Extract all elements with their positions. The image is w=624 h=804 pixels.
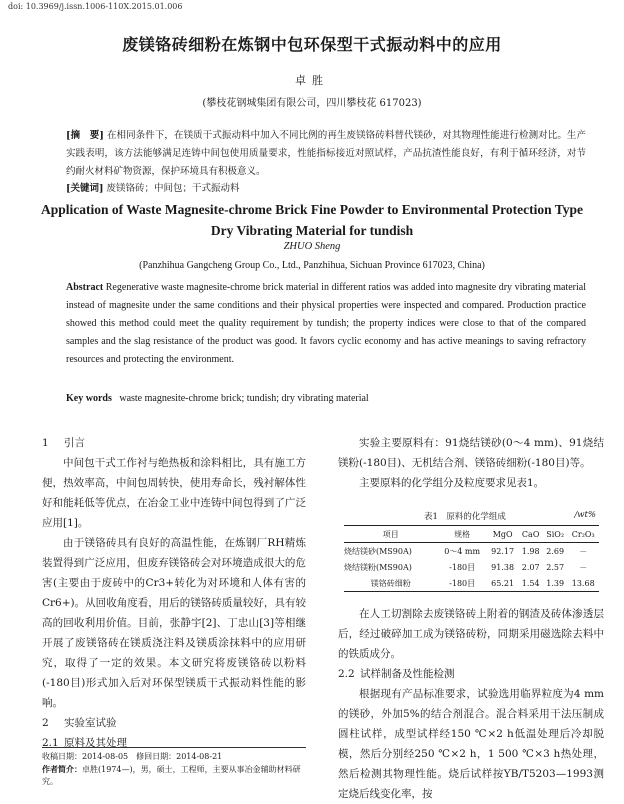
table-header-cell: 项目	[382, 529, 399, 539]
table-header-cell: MgO	[492, 529, 513, 539]
table-cell: 烧结镁粉(MS90A)	[344, 562, 412, 572]
abstract-text-chinese: 在相同条件下，在镁质干式振动料中加入不同比例的再生废镁铬砖料替代镁砂，对其物理性能进行检测对比。生产实践表明，该方法能够满足连铸中间包使用质量要求，性能指标接近对照试样，产品抗渣性能良好，有利于循环经济，对节约耐火材料矿物资源，保护环境具有积极意义。	[66, 130, 586, 177]
table-reference-paragraph: 主要原料的化学组分及粒度要求见表1。	[359, 477, 545, 489]
title-chinese: 废镁铬砖细粉在炼钢中包环保型干式振动料中的应用	[122, 35, 502, 54]
abstract-chinese	[66, 127, 586, 181]
sample-prep-paragraph: 根据现有产品标准要求，试验选用临界粒度为4 mm的镁砂，外加5%的结合剂混合。混合料采用干法压制成圆柱试样，成型试样经150 ℃×2 h低温处理后冷却脱模，然后分别经250 ℃×2 h，1 500 ℃×3 h热处理，然后检测其物理性能。烧后试样按YB/T5203—1993测定烧后线变化率，按	[338, 688, 604, 800]
table-cell: 2.69	[546, 546, 565, 556]
author-chinese: 卓胜	[295, 74, 329, 87]
keywords-label-chinese: [关键词]	[66, 183, 104, 194]
intro-paragraph-1: 中间包干式工作衬与绝热板和涂料相比，具有施工方便，热效率高，中间包周转快，使用寿命长，残衬解体性好和能耗低等优点，在冶金工业中连铸中间包得到了广泛应用[1]。	[42, 457, 306, 529]
affiliation-chinese: (攀枝花钢城集团有限公司，四川攀枝花 617023)	[202, 98, 422, 109]
keywords-label-english: Key words	[66, 393, 112, 404]
table-header-cell: 规格	[454, 529, 471, 539]
footnote-dates: 收稿日期：2014-08-05 修回日期：2014-08-21	[42, 752, 223, 761]
body-right-column-lower	[338, 604, 604, 804]
keywords-text-chinese: 废镁铬砖；中间包；干式振动料	[106, 183, 240, 194]
abstract-text-english: Regenerative waste magnesite-chrome brick material in different ratios was added into magnesite dry vibrating material instead of magnesite under the same conditions and their physical properties were inspected and compared. Production practice showed this method could meet the quality requirement by tundish; the property indices were close to that of the compared samples and the slag resistance of the product was good. It favors cyclic economy and has active meanings to saving refractory resources and protecting the environment.	[66, 282, 587, 365]
table-cell: -180目	[449, 562, 476, 572]
processing-paragraph: 在人工切割除去废镁铬砖上附着的钢渣及砖体渗透层后，经过破碎加工成为镁铬砖粉，同期采用磁选除去料中的铁质成分。	[338, 608, 604, 660]
table-cell: 1.98	[521, 546, 540, 556]
body-left-column	[42, 433, 306, 753]
section-2-heading: 2 实验室试验	[42, 717, 117, 729]
keywords-english	[66, 393, 586, 404]
table-cell: －	[579, 546, 588, 556]
keywords-chinese	[66, 180, 586, 194]
title-english: Application of Waste Magnesite-chrome Brick Fine Powder to Environmental Protection Type Dry Vibrating Material for tundish	[41, 202, 583, 238]
footnote	[42, 751, 306, 788]
materials-paragraph: 实验主要原料有：91烧结镁砂(0～4 mm)、91烧结镁粉(-180目)、无机结合剂、镁铬砖细粉(-180目)等。	[338, 437, 604, 469]
table-header-cell: SiO₂	[546, 529, 565, 539]
section-2-1-heading: 2.1 原料及其处理	[42, 737, 127, 749]
table-cell: 烧结镁砂(MS90A)	[344, 546, 412, 556]
table-cell: 1.39	[546, 578, 565, 588]
section-2-2-heading: 2.2 试样制备及性能检测	[338, 668, 455, 680]
table-1-caption: 表1 原料的化学组成	[424, 512, 506, 522]
table-cell: 92.17	[491, 546, 515, 556]
table-cell: 镁铬砖细粉	[370, 578, 411, 588]
affiliation-english: (Panzhihua Gangcheng Group Co., Ltd., Panzhihua, Sichuan Province 617023, China)	[139, 260, 485, 271]
table-1-unit: /wt%	[574, 510, 596, 520]
table-header-row	[344, 526, 599, 543]
table-cell: 91.38	[491, 562, 515, 572]
abstract-label-english: Abstract	[66, 282, 104, 293]
table-cell: 13.68	[571, 578, 595, 588]
abstract-english	[66, 279, 586, 369]
table-cell: 1.54	[521, 578, 540, 588]
intro-paragraph-2: 由于镁铬砖具有良好的高温性能，在炼钢厂RH精炼装置得到广泛应用，但废弃镁铬砖会对环境造成很大的危害(主要由于废砖中的Cr3+转化为对环境和人体有害的Cr6+)。从回收角度看，用后的镁铬砖质量较好，具有较高的回收利用价值。目前，张静宇[2]、丁忠山[3]等相继开展了废镁铬砖在镁质浇注料及镁质涂抹料中的应用研究，取得了一定的效果。本文研究将废镁铬砖以粉料(-180目)形式加入后对环保型镁质干式振动料性能的影响。	[42, 537, 306, 709]
table-header-cell: CaO	[521, 529, 540, 539]
author-english: ZHUO Sheng	[283, 241, 341, 252]
table-1	[344, 525, 599, 592]
abstract-label-chinese: [摘 要]	[66, 130, 104, 141]
section-1-heading: 1 引言	[42, 437, 85, 449]
table-row	[344, 543, 599, 560]
footnote-divider	[42, 747, 306, 748]
table-header-cell: Cr₂O₃	[571, 529, 595, 539]
table-cell: 0～4 mm	[444, 546, 481, 556]
doi-header: doi: 10.3969/j.issn.1006-110X.2015.01.006	[8, 2, 183, 11]
keywords-text-english: waste magnesite-chrome brick; tundish; dry vibrating material	[119, 393, 369, 404]
table-row	[344, 575, 599, 592]
table-cell: 65.21	[491, 578, 515, 588]
table-row	[344, 559, 599, 575]
footnote-bio: 作者简介：卓胜(1974—)，男，硕士，工程师，主要从事冶金辅助材料研究。	[42, 764, 301, 786]
table-cell: －	[579, 562, 588, 572]
table-cell: 2.07	[521, 562, 540, 572]
table-cell: 2.57	[546, 562, 565, 572]
body-right-column	[338, 433, 604, 493]
table-cell: -180目	[449, 578, 476, 588]
